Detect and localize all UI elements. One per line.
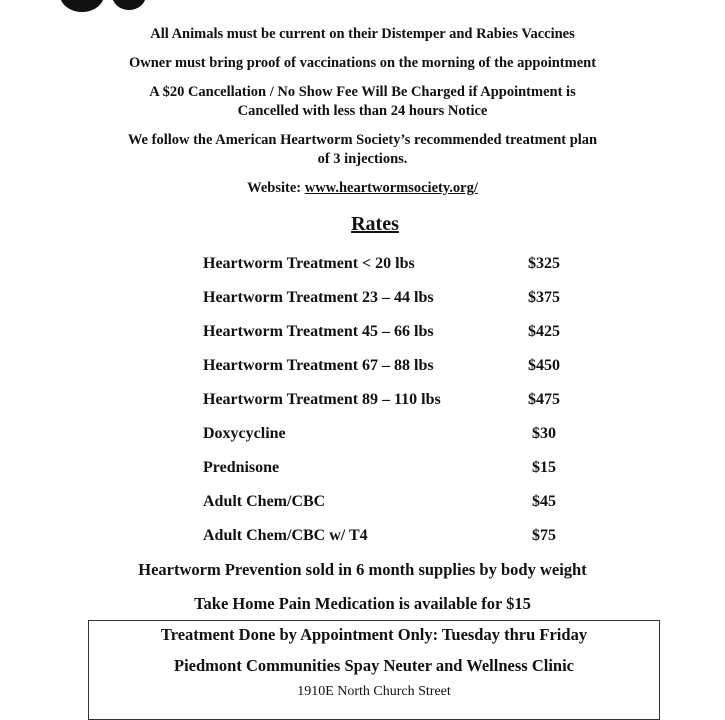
rate-price: $450 [528, 357, 560, 374]
website-label: Website: [247, 180, 302, 196]
rate-name: Heartworm Treatment 45 – 66 lbs [203, 323, 434, 340]
rate-name: Heartworm Treatment 23 – 44 lbs [203, 289, 434, 306]
rate-name: Heartworm Treatment 89 – 110 lbs [203, 391, 441, 408]
cancellation-notice: Cancelled with less than 24 hours Notice [237, 103, 488, 119]
paw-logo-icon [60, 0, 104, 12]
rate-price: $375 [528, 289, 560, 306]
rate-row [0, 391, 725, 413]
rate-row [0, 459, 725, 481]
rate-name: Heartworm Treatment < 20 lbs [203, 255, 415, 272]
rate-row [0, 323, 725, 345]
website-line [0, 180, 725, 197]
rate-price: $475 [528, 391, 560, 408]
rate-row [0, 493, 725, 515]
clinic-address: 1910E North Church Street [297, 684, 451, 699]
rate-name: Adult Chem/CBC [203, 493, 326, 510]
treatment-plan-injections: of 3 injections. [317, 151, 408, 167]
rate-row [0, 527, 725, 549]
rate-price: $45 [532, 493, 556, 510]
header-fragment [0, 0, 725, 14]
rate-name: Adult Chem/CBC w/ T4 [203, 527, 368, 544]
website-link[interactable]: www.heartwormsociety.org/ [304, 180, 478, 196]
clinic-full-name: Piedmont Communities Spay Neuter and Wellness Clinic [173, 656, 574, 675]
treatment-plan: We follow the American Heartworm Society’s recommended treatment plan [127, 132, 598, 148]
rate-row [0, 255, 725, 277]
rate-name: Doxycycline [203, 425, 286, 442]
rate-row [0, 289, 725, 311]
rate-price: $325 [528, 255, 560, 272]
rate-name: Prednisone [203, 459, 280, 476]
rate-price: $75 [532, 527, 556, 544]
rate-price: $15 [532, 459, 556, 476]
paw-logo-icon-2 [112, 0, 146, 10]
rate-price: $425 [528, 323, 560, 340]
vaccine-requirement: All Animals must be current on their Distemper and Rabies Vaccines [150, 26, 575, 42]
appointment-info-box [88, 620, 660, 720]
rate-price: $30 [532, 425, 556, 442]
rate-row [0, 425, 725, 447]
appointment-schedule: Treatment Done by Appointment Only: Tuesday thru Friday [160, 625, 588, 644]
rate-name: Heartworm Treatment 67 – 88 lbs [203, 357, 434, 374]
rates-heading: Rates [351, 213, 399, 235]
pain-medication-notice: Take Home Pain Medication is available for $15 [194, 594, 531, 613]
rate-row [0, 357, 725, 379]
prevention-notice: Heartworm Prevention sold in 6 month supplies by body weight [138, 560, 587, 579]
cancellation-fee: A $20 Cancellation / No Show Fee Will Be Charged if Appointment is [149, 84, 576, 100]
proof-requirement: Owner must bring proof of vaccinations on the morning of the appointment [128, 55, 597, 71]
